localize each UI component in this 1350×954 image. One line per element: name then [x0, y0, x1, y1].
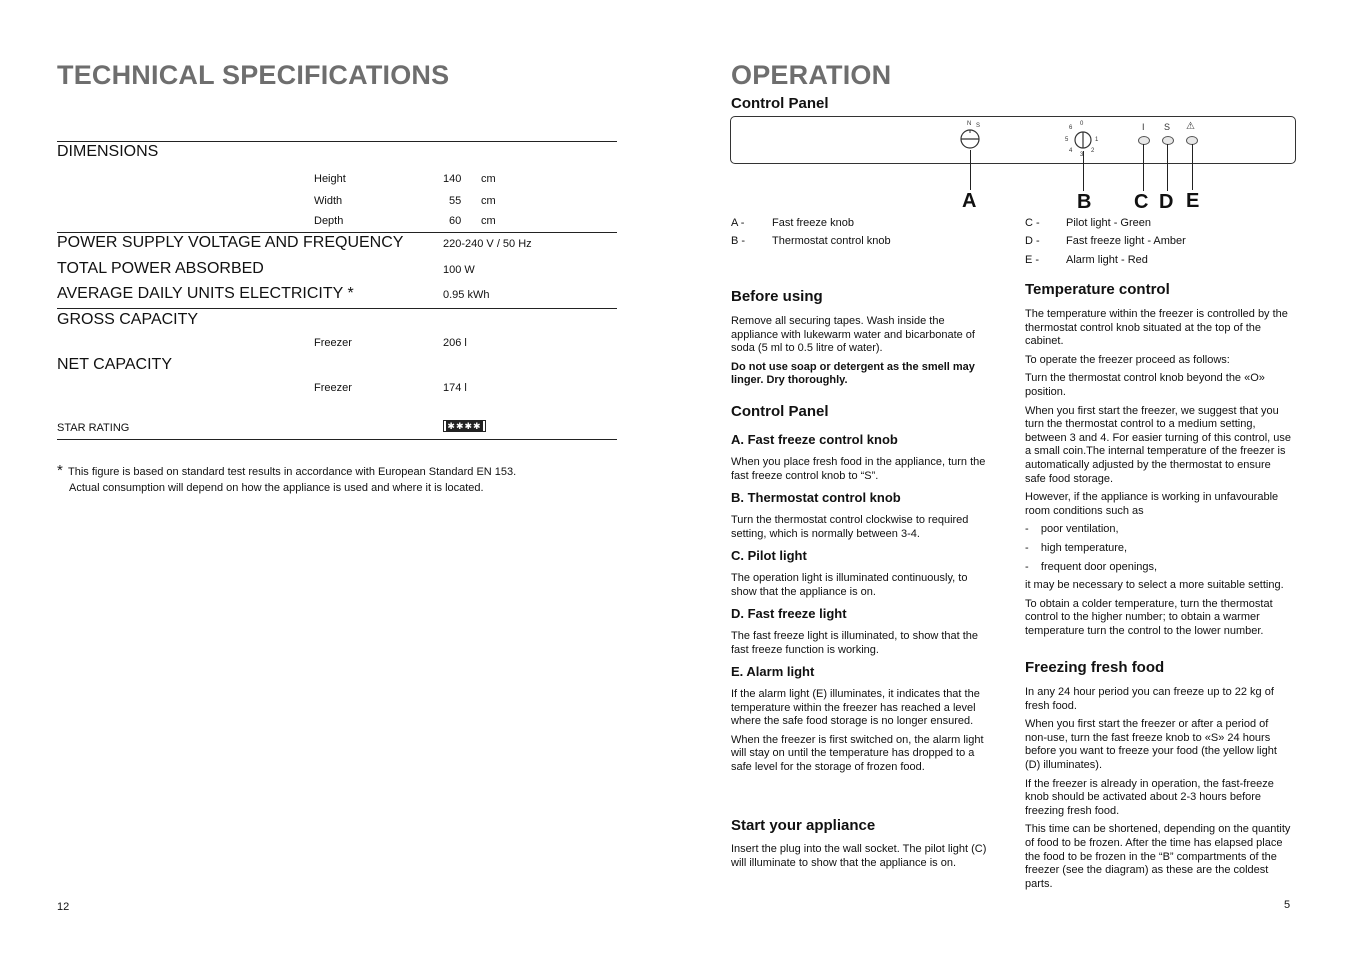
- freezing-text-4: This time can be shortened, depending on the quantity of food to be frozen. After the time has elapsed place the food to be frozen in the “B” compartments of the freezer (see the diagram) as these are the coldest parts.: [1025, 823, 1291, 890]
- width-label: Width: [314, 195, 343, 207]
- fast-freeze-light-heading: D. Fast freeze light: [731, 606, 847, 621]
- legend-key-b: B -: [731, 235, 746, 247]
- height-unit: cm: [481, 173, 496, 185]
- star-rating-caption: STAR RATING: [57, 422, 130, 434]
- star-rating-stars: ✱✱✱✱: [447, 421, 482, 431]
- page-number-right: 5: [1284, 899, 1291, 911]
- list-item: - high temperature,: [1025, 541, 1128, 554]
- power-supply-value: 220-240 V / 50 Hz: [443, 238, 532, 250]
- freezing-text-2: When you first start the freezer or after a period of non-use, turn the fast freeze knob to «S» 24 hours before you want to freeze your food (the yellow light (D) illuminates).: [1025, 718, 1277, 771]
- fast-freeze-light-mark: S: [1164, 122, 1171, 132]
- panel-letter-c: C: [1134, 191, 1149, 213]
- height-value: 140: [443, 173, 462, 185]
- width-unit: cm: [481, 195, 496, 207]
- depth-unit: cm: [481, 215, 496, 227]
- depth-label: Depth: [314, 215, 344, 227]
- temperature-text-2: To operate the freezer proceed as follows:: [1025, 353, 1230, 366]
- gross-freezer-label: Freezer: [314, 337, 352, 349]
- total-power-caption: TOTAL POWER ABSORBED: [57, 260, 264, 277]
- alarm-light-heading: E. Alarm light: [731, 664, 815, 679]
- temperature-text-1: The temperature within the freezer is controlled by the thermostat control knob situated at the top of the cabinet.: [1025, 308, 1288, 348]
- dial-number-1: 1: [1095, 137, 1099, 143]
- dial-number-4: 4: [1069, 148, 1073, 154]
- legend-text-a: Fast freeze knob: [772, 217, 854, 229]
- pointer-line-a: [970, 150, 971, 190]
- list-item: - frequent door openings,: [1025, 560, 1158, 573]
- pilot-light-text: The operation light is illuminated continuously, to show that the appliance is on.: [731, 572, 968, 598]
- fast-freeze-knob-text: When you place fresh food in the appliance, turn the fast freeze control knob to “S”.: [731, 456, 986, 482]
- temperature-control-heading: Temperature control: [1025, 281, 1170, 298]
- start-appliance-heading: Start your appliance: [731, 817, 876, 834]
- alarm-light-text-2: When the freezer is first switched on, the alarm light will stay on until the temperature has dropped to a safe level for the storage of frozen food.: [731, 733, 984, 773]
- width-value: 55: [449, 195, 462, 207]
- page-number-left: 12: [57, 901, 70, 913]
- divider: [57, 439, 617, 440]
- page-title-right: OPERATION: [731, 60, 892, 90]
- net-freezer-label: Freezer: [314, 382, 352, 394]
- thermostat-knob-heading: B. Thermostat control knob: [731, 490, 901, 505]
- fast-freeze-light-indicator: [1162, 136, 1174, 145]
- knob-a-mark-s: S: [976, 123, 981, 129]
- gross-capacity-caption: GROSS CAPACITY: [57, 311, 199, 328]
- temperature-text-7: To obtain a colder temperature, turn the thermostat control to the higher number; to obtain a warmer temperature turn the control to the lower number.: [1025, 597, 1273, 637]
- legend-text-d: Fast freeze light - Amber: [1066, 235, 1186, 247]
- pointer-line-b: [1083, 151, 1084, 191]
- panel-letter-d: D: [1159, 191, 1174, 213]
- control-panel-heading-2: Control Panel: [731, 403, 829, 420]
- dial-number-3: 3: [1080, 152, 1084, 158]
- pointer-line-e: [1192, 144, 1193, 190]
- gross-freezer-value: 206 l: [443, 337, 467, 349]
- alarm-light-section: [731, 688, 993, 780]
- pilot-light-indicator: [1138, 136, 1150, 145]
- freezing-fresh-food-heading: Freezing fresh food: [1025, 659, 1165, 676]
- footnote-line2: Actual consumption will depend on how the appliance is used and where it is located.: [69, 482, 484, 494]
- avg-units-caption: AVERAGE DAILY UNITS ELECTRICITY *: [57, 285, 354, 302]
- before-using-heading: Before using: [731, 288, 823, 305]
- dial-number-6: 6: [1069, 125, 1073, 131]
- footnote-marker: *: [57, 462, 63, 479]
- bullet-door-openings: frequent door openings,: [1040, 560, 1158, 573]
- footnote-line1: This figure is based on standard test results in accordance with European Standard EN 153.: [68, 466, 517, 478]
- pointer-line-d: [1167, 144, 1168, 191]
- list-item: - poor ventilation,: [1025, 523, 1119, 536]
- thermostat-knob-text: Turn the thermostat control clockwise to required setting, which is normally between 3-4.: [731, 514, 969, 540]
- knob-a-mark-n: N: [967, 121, 972, 127]
- panel-letter-a: A: [962, 190, 977, 212]
- divider: [57, 232, 617, 233]
- dimensions-caption: DIMENSIONS: [57, 143, 159, 160]
- legend-text-c: Pilot light - Green: [1066, 217, 1151, 229]
- freezing-text-1: In any 24 hour period you can freeze up to 22 kg of fresh food.: [1025, 686, 1274, 712]
- legend-text-b: Thermostat control knob: [772, 235, 891, 247]
- before-using-text: Remove all securing tapes. Wash inside the appliance with lukewarm water and bicarbonate of soda (5 ml to 0.5 litre of water).: [731, 315, 975, 355]
- legend-key-d: D -: [1025, 235, 1040, 247]
- page-title-left: TECHNICAL SPECIFICATIONS: [57, 60, 450, 90]
- divider: [57, 141, 617, 142]
- legend-text-e: Alarm light - Red: [1066, 254, 1148, 266]
- net-capacity-caption: NET CAPACITY: [57, 356, 172, 373]
- dial-number-0: 0: [1080, 121, 1084, 127]
- freezing-text-3: If the freezer is already in operation, the fast-freeze knob should be activated about 2-3 hours before freezing fresh food.: [1025, 777, 1274, 817]
- fast-freeze-knob-heading: A. Fast freeze control knob: [731, 432, 898, 447]
- bullet-poor-ventilation: poor ventilation,: [1040, 523, 1119, 536]
- pointer-line-c: [1143, 144, 1144, 191]
- power-supply-caption: POWER SUPPLY VOLTAGE AND FREQUENCY: [57, 234, 404, 251]
- legend-key-a: A -: [731, 217, 745, 229]
- fast-freeze-knob-icon: [959, 128, 981, 150]
- legend-key-e: E -: [1025, 254, 1040, 266]
- depth-value: 60: [449, 215, 462, 227]
- height-label: Height: [314, 173, 346, 185]
- dial-number-2: 2: [1091, 148, 1095, 154]
- start-appliance-text: Insert the plug into the wall socket. The pilot light (C) will illuminate to show that the appliance is on.: [731, 843, 987, 869]
- temperature-text-4: When you first start the freezer, we suggest that you turn the thermostat control to a medium setting, between 3 and 4. For easier turning of this control, use a small coin.The internal temperature of the freezer is automatically adjusted by the thermostat to ensure safe food storage.: [1025, 404, 1291, 485]
- before-using-warning: Do not use soap or detergent as the smell may linger. Dry thoroughly.: [731, 360, 975, 387]
- star-rating-icon: [443, 420, 486, 432]
- net-freezer-value: 174 l: [443, 382, 467, 394]
- control-panel-heading: Control Panel: [731, 95, 829, 112]
- total-power-value: 100 W: [443, 264, 475, 276]
- dial-number-5: 5: [1065, 137, 1069, 143]
- temperature-text-6: it may be necessary to select a more suitable setting.: [1025, 579, 1284, 592]
- before-using-section: [731, 315, 993, 393]
- panel-letter-b: B: [1077, 191, 1092, 213]
- bullet-high-temperature: high temperature,: [1040, 541, 1128, 554]
- alarm-light-mark: ⚠: [1186, 121, 1195, 132]
- thermostat-knob-icon: [1072, 129, 1094, 151]
- pilot-light-mark: I: [1142, 122, 1145, 132]
- temperature-text-5: However, if the appliance is working in unfavourable room conditions such as: [1025, 491, 1279, 517]
- temperature-control-section: [1025, 308, 1293, 643]
- avg-units-value: 0.95 kWh: [443, 289, 490, 301]
- legend-key-c: C -: [1025, 217, 1040, 229]
- divider: [57, 308, 617, 309]
- alarm-light-text-1: If the alarm light (E) illuminates, it indicates that the temperature within the freezer has reached a level where the safe food storage is no longer ensured.: [731, 688, 980, 728]
- control-panel-diagram: [730, 116, 1296, 164]
- freezing-fresh-food-section: [1025, 686, 1291, 896]
- fast-freeze-light-text: The fast freeze light is illuminated, to show that the fast freeze function is working.: [731, 630, 979, 656]
- panel-letter-e: E: [1186, 190, 1200, 212]
- pilot-light-heading: C. Pilot light: [731, 548, 807, 563]
- temperature-text-3: Turn the thermostat control knob beyond the «O» position.: [1025, 372, 1265, 398]
